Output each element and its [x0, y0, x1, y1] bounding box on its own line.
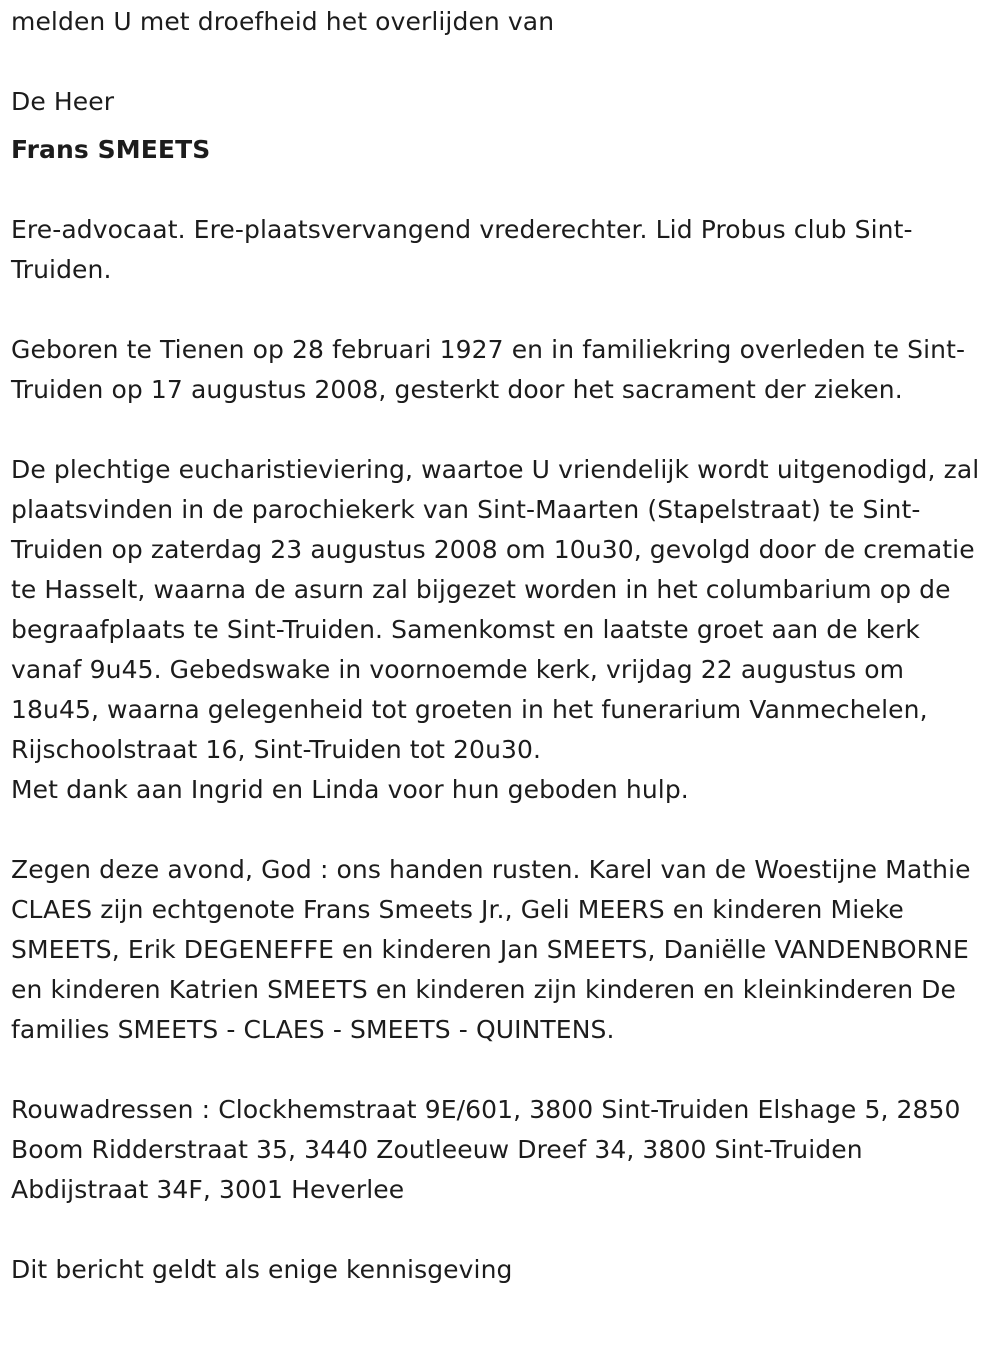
- closing-text: Dit bericht geldt als enige kennisgeving: [11, 1255, 513, 1284]
- ceremony-text: De plechtige eucharistieviering, waartoe U vriendelijk wordt uitgenodigd, zal plaatsvinden in de parochiekerk van Sint-Maarten (Stapelstraat) te Sint-Truiden op zaterdag 23 augustus 2008 om 10u30, gevolgd door de crematie te Hasselt, waarna de asurn zal bijgezet worden in het columbarium op de begraafplaats te Sint-Truiden. Samenkomst en laatste groet aan de kerk vanaf 9u45. Gebedswake in voornoemde kerk, vrijdag 22 augustus om 18u45, waarna gelegenheid tot groeten in het funerarium Vanmechelen, Rijschoolstraat 16, Sint-Truiden tot 20u30.: [11, 455, 988, 764]
- birth-death-text: Geboren te Tienen op 28 februari 1927 en in familiekring overleden te Sint-Truiden op 17 augustus 2008, gesterkt door het sacrament der zieken.: [11, 335, 966, 404]
- honorific-title: De Heer: [11, 87, 115, 116]
- profession-text: Ere-advocaat. Ere-plaatsvervangend vrederechter. Lid Probus club Sint-Truiden.: [11, 215, 913, 284]
- intro-text: melden U met droefheid het overlijden van: [11, 7, 555, 36]
- family-text: Zegen deze avond, God : ons handen rusten. Karel van de Woestijne Mathie CLAES zijn echtgenote Frans Smeets Jr., Geli MEERS en kinderen Mieke SMEETS, Erik DEGENEFFE en kinderen Jan SMEETS, Daniëlle VANDENBORNE en kinderen Katrien SMEETS en kinderen zijn kinderen en kleinkinderen De families SMEETS - CLAES - SMEETS - QUINTENS.: [11, 855, 979, 1044]
- addresses-text: Rouwadressen : Clockhemstraat 9E/601, 3800 Sint-Truiden Elshage 5, 2850 Boom Ridderstraat 35, 3440 Zoutleeuw Dreef 34, 3800 Sint-Truiden Abdijstraat 34F, 3001 Heverlee: [11, 1095, 969, 1204]
- thanks-text: Met dank aan Ingrid en Linda voor hun geboden hulp.: [11, 775, 689, 804]
- obituary-notice: [11, 2, 992, 1290]
- deceased-name: Frans SMEETS: [11, 135, 211, 164]
